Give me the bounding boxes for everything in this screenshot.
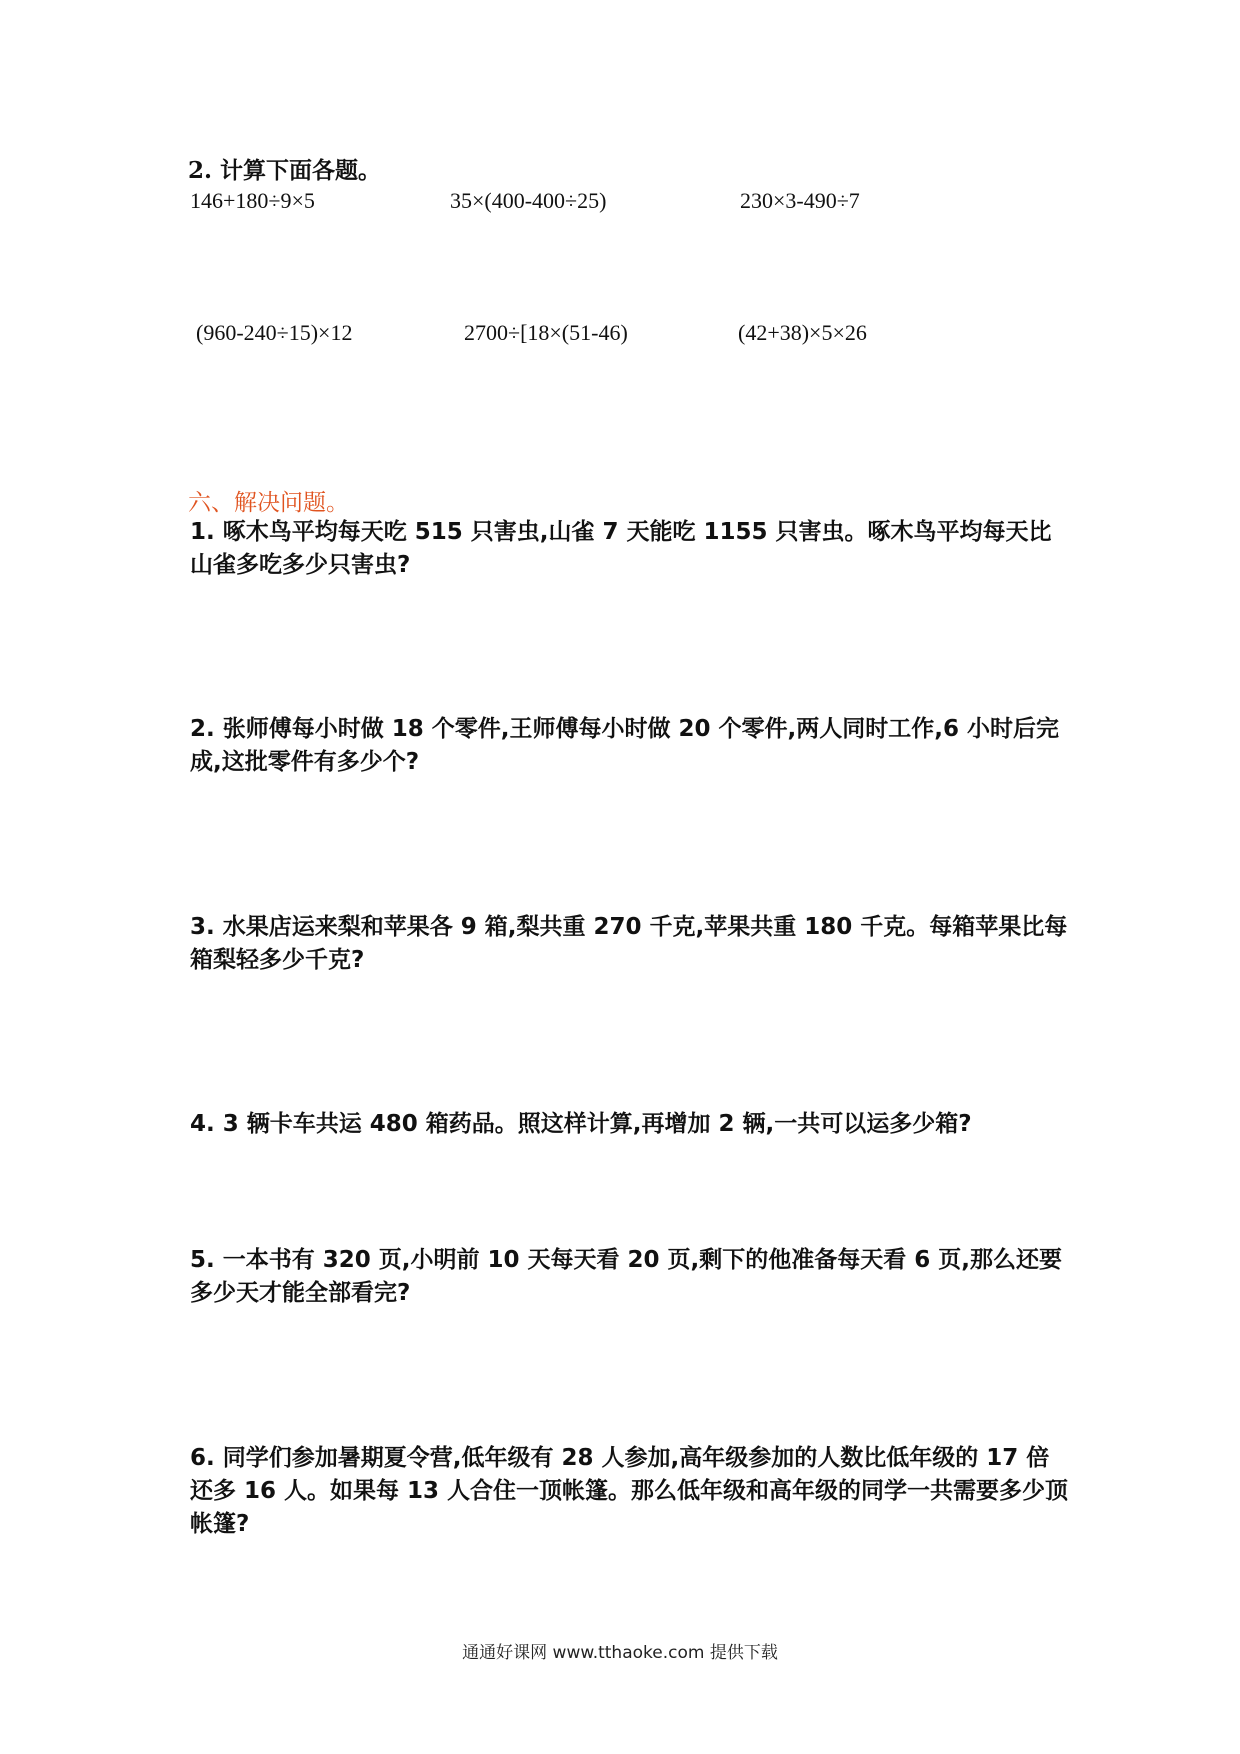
word-problem-2: 2. 张师傅每小时做 18 个零件,王师傅每小时做 20 个零件,两人同时工作,6 小时后完成,这批零件有多少个? bbox=[190, 716, 1060, 775]
expression: 146+180÷9×5 bbox=[190, 188, 315, 213]
expression: (42+38)×5×26 bbox=[738, 320, 867, 345]
word-problem-1: 1. 啄木鸟平均每天吃 515 只害虫,山雀 7 天能吃 1155 只害虫。啄木鸟平均每天比山雀多吃多少只害虫? bbox=[190, 519, 1052, 578]
expression: 35×(400-400÷25) bbox=[450, 188, 607, 213]
word-problem-5: 5. 一本书有 320 页,小明前 10 天每天看 20 页,剩下的他准备每天看 6 页,那么还要多少天才能全部看完? bbox=[190, 1247, 1063, 1306]
word-problem-4: 4. 3 辆卡车共运 480 箱药品。照这样计算,再增加 2 辆,一共可以运多少箱? bbox=[190, 1111, 972, 1137]
footer-source: 通通好课网 www.tthaoke.com 提供下载 bbox=[462, 1643, 778, 1663]
word-problem-6: 6. 同学们参加暑期夏令营,低年级有 28 人参加,高年级参加的人数比低年级的 17 倍还多 16 人。如果每 13 人合住一顶帐篷。那么低年级和高年级的同学一共需要多少顶帐篷? bbox=[190, 1445, 1069, 1537]
expression: 230×3-490÷7 bbox=[740, 188, 860, 213]
expression: 2700÷[18×(51-46) bbox=[464, 320, 628, 345]
section-title: 六、解决问题。 bbox=[188, 490, 349, 516]
expression: (960-240÷15)×12 bbox=[196, 320, 353, 345]
calc-heading: 2. 计算下面各题。 bbox=[188, 157, 382, 184]
word-problem-3: 3. 水果店运来梨和苹果各 9 箱,梨共重 270 千克,苹果共重 180 千克。每箱苹果比每箱梨轻多少千克? bbox=[190, 914, 1068, 973]
